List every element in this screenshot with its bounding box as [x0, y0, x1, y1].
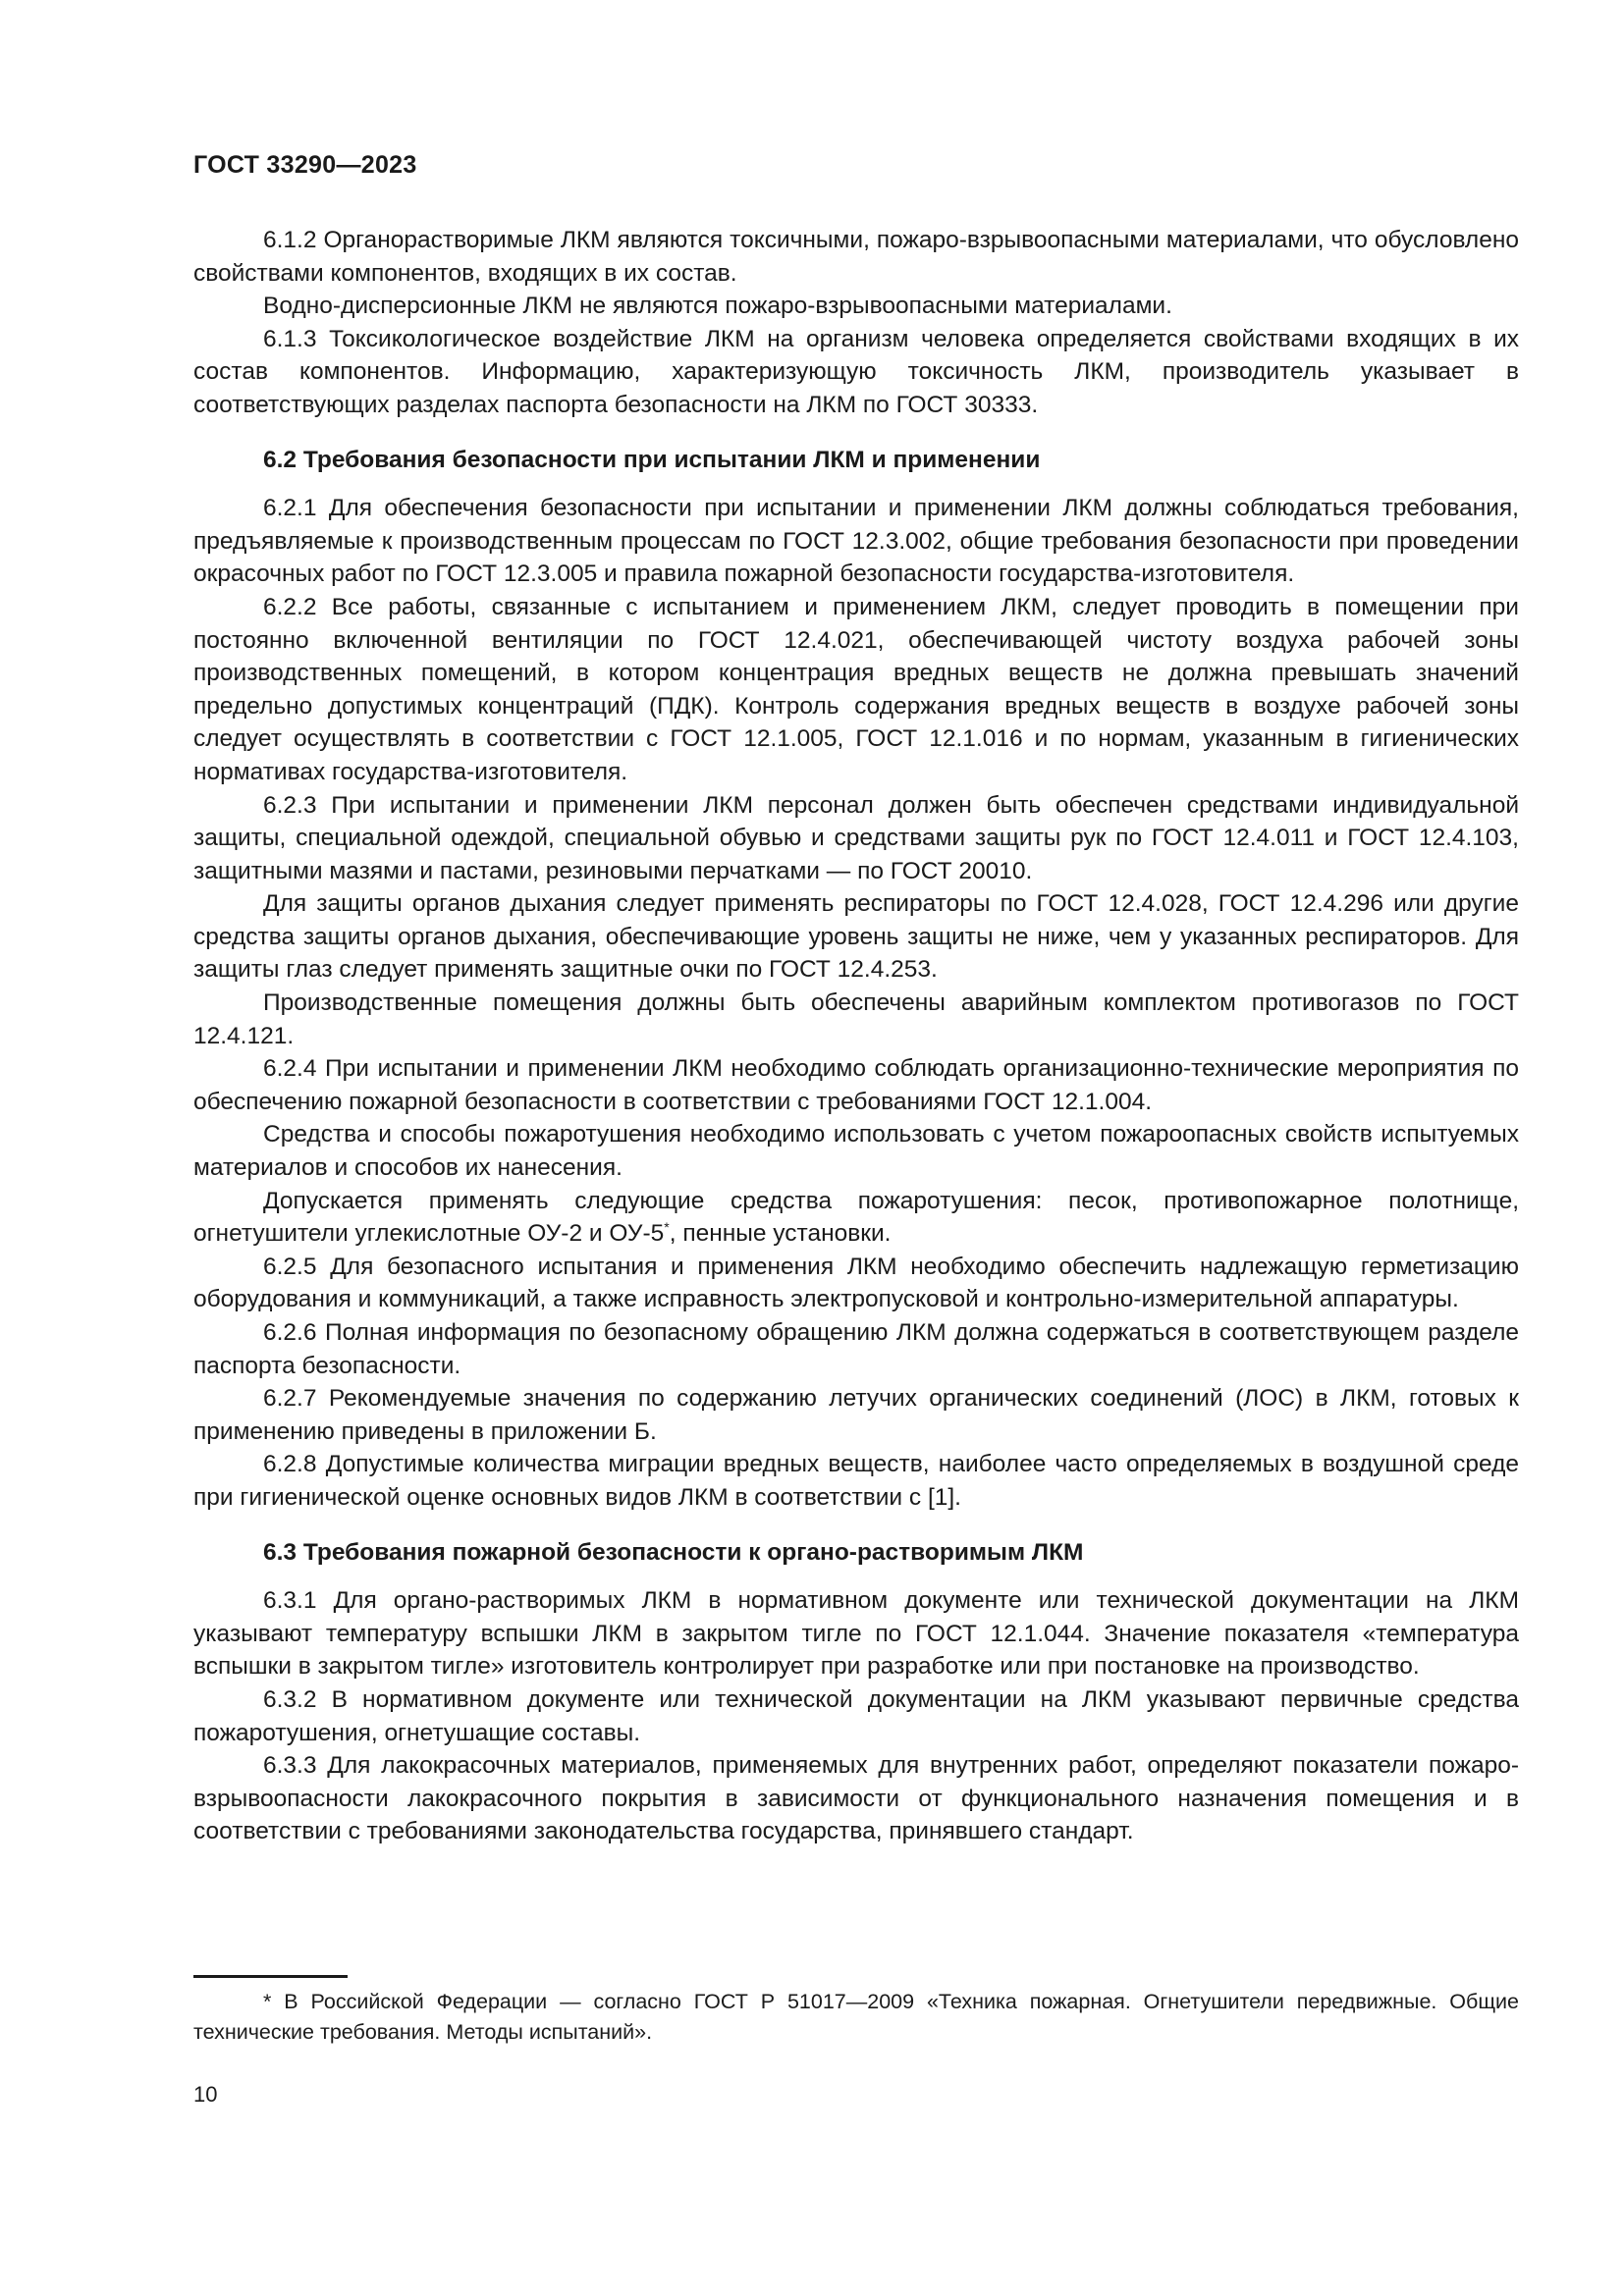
- footnote: * В Российской Федерации — согласно ГОСТ Р 51017—2009 «Техника пожарная. Огнетушители передвижные. Общие технические требования. Методы испытаний».: [193, 1990, 1519, 2044]
- paragraph-6-2-8: 6.2.8 Допустимые количества миграции вредных веществ, наиболее часто определяемых в воздушной среде при гигиенической оценке основных видов ЛКМ в соответствии с [1].: [193, 1451, 1519, 1511]
- paragraph-6-3-2: 6.3.2 В нормативном документе или технической документации на ЛКМ указывают первичные средства пожаротушения, огнетушащие составы.: [193, 1685, 1519, 1746]
- paragraph-6-2-5: 6.2.5 Для безопасного испытания и применения ЛКМ необходимо обеспечить надлежащую герметизацию оборудования и коммуникаций, а также исправность электропусковой и контрольно-измерительной аппаратуры.: [193, 1253, 1519, 1313]
- paragraph-allowed-means: [193, 1185, 1519, 1251]
- paragraph-6-1-3: 6.1.3 Токсикологическое воздействие ЛКМ на организм человека определяется свойствами входящих в их состав компонентов. Информацию, характеризующую токсичность ЛКМ, производитель указывает в соответствующих разделах паспорта безопасности на ЛКМ по ГОСТ 30333.: [193, 325, 1519, 418]
- paragraph-6-2-3: 6.2.3 При испытании и применении ЛКМ персонал должен быть обеспечен средствами индивидуальной защиты, специальной одеждой, специальной обувью и средствами защиты рук по ГОСТ 12.4.011 и ГОСТ 12.4.103, защитными мазями и пастами, резиновыми перчатками — по ГОСТ 20010.: [193, 791, 1519, 884]
- paragraph-6-2-1: 6.2.1 Для обеспечения безопасности при испытании и применении ЛКМ должны соблюдаться требования, предъявляемые к производственным процессам по ГОСТ 12.3.002, общие требования безопасности при проведении окрасочных работ по ГОСТ 12.3.005 и правила пожарной безопасности государства-изготовителя.: [193, 495, 1519, 588]
- paragraph-production-rooms: Производственные помещения должны быть обеспечены аварийным комплектом противогазов по ГОСТ 12.4.121.: [193, 989, 1519, 1049]
- paragraph-6-1-2: 6.1.2 Органорастворимые ЛКМ являются токсичными, пожаро-взрывоопасными материалами, что обусловлено свойствами компонентов, входящих в их состав.: [193, 227, 1519, 287]
- document-code-header: ГОСТ 33290—2023: [193, 151, 417, 179]
- allowed-means-text-end: , пенные установки.: [669, 1220, 892, 1248]
- footnote-divider: [193, 1975, 348, 1978]
- paragraph-6-3-1: 6.3.1 Для органо-растворимых ЛКМ в нормативном документе или технической документации на ЛКМ указывают температуру вспышки ЛКМ в закрытом тигле по ГОСТ 12.1.044. Значение показателя «температура вспышки в закрытом тигле» изготовитель контролирует при разработке или при постановке на производство.: [193, 1587, 1519, 1681]
- document-body: [193, 224, 1519, 1848]
- section-heading-6-2: 6.2 Требования безопасности при испытании ЛКМ и применении: [263, 446, 1041, 473]
- paragraph-6-2-6: 6.2.6 Полная информация по безопасному обращению ЛКМ должна содержаться в соответствующем разделе паспорта безопасности.: [193, 1319, 1519, 1379]
- page-number: 10: [193, 2082, 218, 2107]
- paragraph-6-2-2: 6.2.2 Все работы, связанные с испытанием и применением ЛКМ, следует проводить в помещении при постоянно включенной вентиляции по ГОСТ 12.4.021, обеспечивающей чистоту воздуха рабочей зоны производственных помещений, в котором концентрация вредных веществ не должна превышать значений предельно допустимых концентраций (ПДК). Контроль содержания вредных веществ в воздухе рабочей зоны следует осуществлять в соответствии с ГОСТ 12.1.005, ГОСТ 12.1.016 и по нормам, указанным в гигиенических нормативах государства-изготовителя.: [193, 593, 1519, 785]
- allowed-means-text: Допускается применять следующие средства пожаротушения: песок, противопожарное полотнище, огнетушители углекислотные ОУ-2 и ОУ-5: [193, 1187, 1519, 1248]
- paragraph-6-3-3: 6.3.3 Для лакокрасочных материалов, применяемых для внутренних работ, определяют показатели пожаро-взрывоопасности лакокрасочного покрытия в зависимости от функционального назначения помещения и в соответствии с требованиями законодательства государства, принявшего стандарт.: [193, 1752, 1519, 1845]
- paragraph-6-2-4: 6.2.4 При испытании и применении ЛКМ необходимо соблюдать организационно-технические мероприятия по обеспечению пожарной безопасности в соответствии с требованиями ГОСТ 12.1.004.: [193, 1055, 1519, 1115]
- paragraph-water-dispersion: Водно-дисперсионные ЛКМ не являются пожаро-взрывоопасными материалами.: [263, 293, 1172, 320]
- footnote-reference-mark: *: [664, 1219, 670, 1236]
- section-heading-6-3: 6.3 Требования пожарной безопасности к органо-растворимым ЛКМ: [263, 1538, 1084, 1566]
- paragraph-respirators: Для защиты органов дыхания следует применять респираторы по ГОСТ 12.4.028, ГОСТ 12.4.296 или другие средства защиты органов дыхания, обеспечивающие уровень защиты не ниже, чем у указанных респираторов. Для защиты глаз следует применять защитные очки по ГОСТ 12.4.253.: [193, 890, 1519, 984]
- paragraph-6-2-7: 6.2.7 Рекомендуемые значения по содержанию летучих органических соединений (ЛОС) в ЛКМ, готовых к применению приведены в приложении Б.: [193, 1385, 1519, 1445]
- paragraph-extinguishing-means: Средства и способы пожаротушения необходимо использовать с учетом пожароопасных свойств испытуемых материалов и способов их нанесения.: [193, 1121, 1519, 1182]
